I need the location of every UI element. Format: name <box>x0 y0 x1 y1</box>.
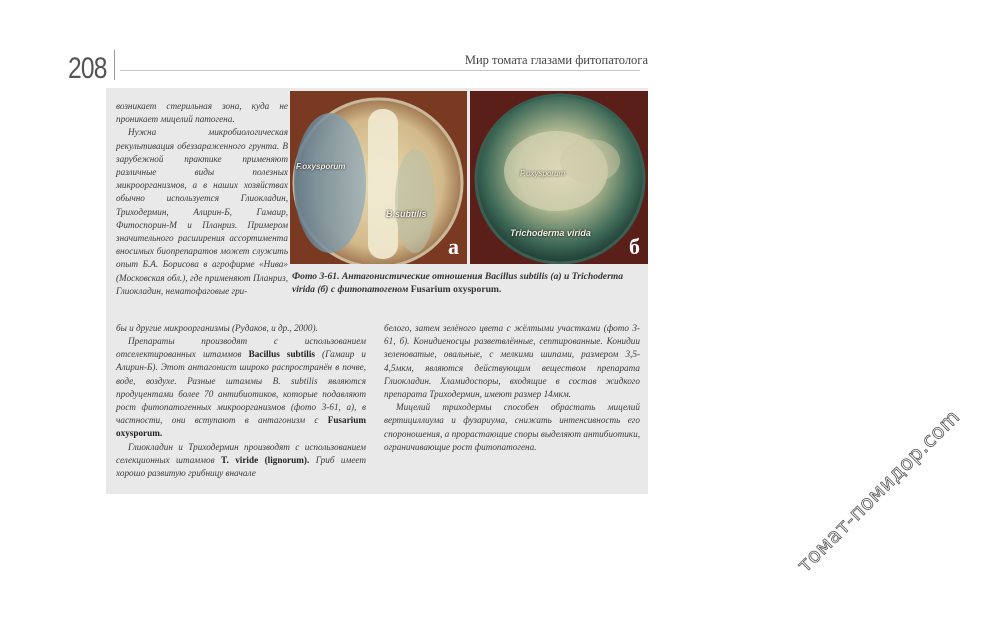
photo-a-label-foxysporum: F.oxysporum <box>296 162 346 171</box>
photo-b-label-foxysporum: F.oxysporum <box>520 169 566 178</box>
caption-end: . <box>498 284 502 295</box>
photo-caption <box>292 270 648 296</box>
header-rule <box>120 70 640 71</box>
photo-a <box>290 91 467 264</box>
paragraph: Нужна микробиологическая рекультивация обеззараженного грунта. В зарубежной практике применяют различные виды полезных микроорганизмов, а в наших хозяйствах обычно используется Глиокладин, Триходермин, Алирин-Б, Гамаир, Фитоспорин-М и Планриз. Примером значительного расширения ассортимента вносимых биопрепаратов может служить опыт Б.А. Борисова в агрофирме «Нива» (Московская обл.), где применяют Планриз, Глиокладин, нематофаговые гри- <box>116 127 288 296</box>
species-name: Bacillus subtilis <box>248 349 315 360</box>
photo-b-letter: б <box>629 234 640 259</box>
paragraph: белого, затем зелёного цвета с жёлтыми участками (фото 3-61, б). Конидиеносцы разветвлённые, септированные. Конидии зеленоватые, овальные, с мелкими шипами, размером 3,5-4,5мкм, являются действующим веществом препарата Глиокладин. Хламидоспоры, входящие в состав жидкого препарата Триходермин, имеют размер 14мкм. <box>384 323 640 400</box>
species-name: T. viride (lignorum). <box>221 454 310 465</box>
page-number: 208 <box>68 52 107 85</box>
text-run: Препараты производят с использованием отселектированных штаммов <box>116 336 366 360</box>
running-title: Мир томата глазами фитопатолога <box>464 53 648 67</box>
photo-a-label-bsubtilis: B.subtilis <box>386 209 427 219</box>
photo-b-label-trichoderma: Trichoderma virida <box>510 228 591 238</box>
text-column-left <box>116 335 366 480</box>
watermark: томат-помидор.com <box>792 404 965 577</box>
petri-dish-a-image <box>290 91 467 264</box>
text-continuation-line <box>116 322 366 335</box>
paragraph: бы и другие микроорганизмы (Рудаков, и др., 2000). <box>116 323 318 333</box>
photo-b <box>470 91 648 264</box>
photo-a-letter: а <box>448 234 459 259</box>
text-run: (Гамаир и Алирин-Б). Этот антагонист широко распространён в почве, воде, воздухе. Разные штаммы B. subtilis являются продуцентами более 70 антибиотиков, которые подавляют рост фитопатогенных микроорганизмов (фото 3-61, а), в частности, они вступают в антагонизм с <box>116 349 367 426</box>
caption-text: Фото 3-61. Антагонистические отношения Bacillus subtilis (а) и Trichoderma virida (б) с фитопатогеном <box>292 271 624 295</box>
text-column-right <box>384 322 640 454</box>
caption-species: Fusarium oxysporum <box>410 284 499 295</box>
paragraph: возникает стерильная зона, куда не проникает мицелий патогена. <box>116 101 288 125</box>
text-column-top <box>116 100 288 298</box>
text-run: Глиокладин и Триходермин производят с использованием селекционных штаммов <box>116 441 366 465</box>
paragraph: Мицелий триходермы способен обрастать мицелий вертициллиума и фузариума, снижать интенсивность его спороношения, а прорастающие споры выделяют антибиотики, ограничивающие рост фитопатогена. <box>384 402 640 452</box>
text-run: Гриб имеет хорошо развитую грибницу вначале <box>116 454 367 479</box>
paragraph <box>116 335 366 441</box>
species-name: Fusarium oxysporum. <box>116 415 366 439</box>
paragraph <box>116 441 366 481</box>
page-number-divider <box>114 50 115 80</box>
